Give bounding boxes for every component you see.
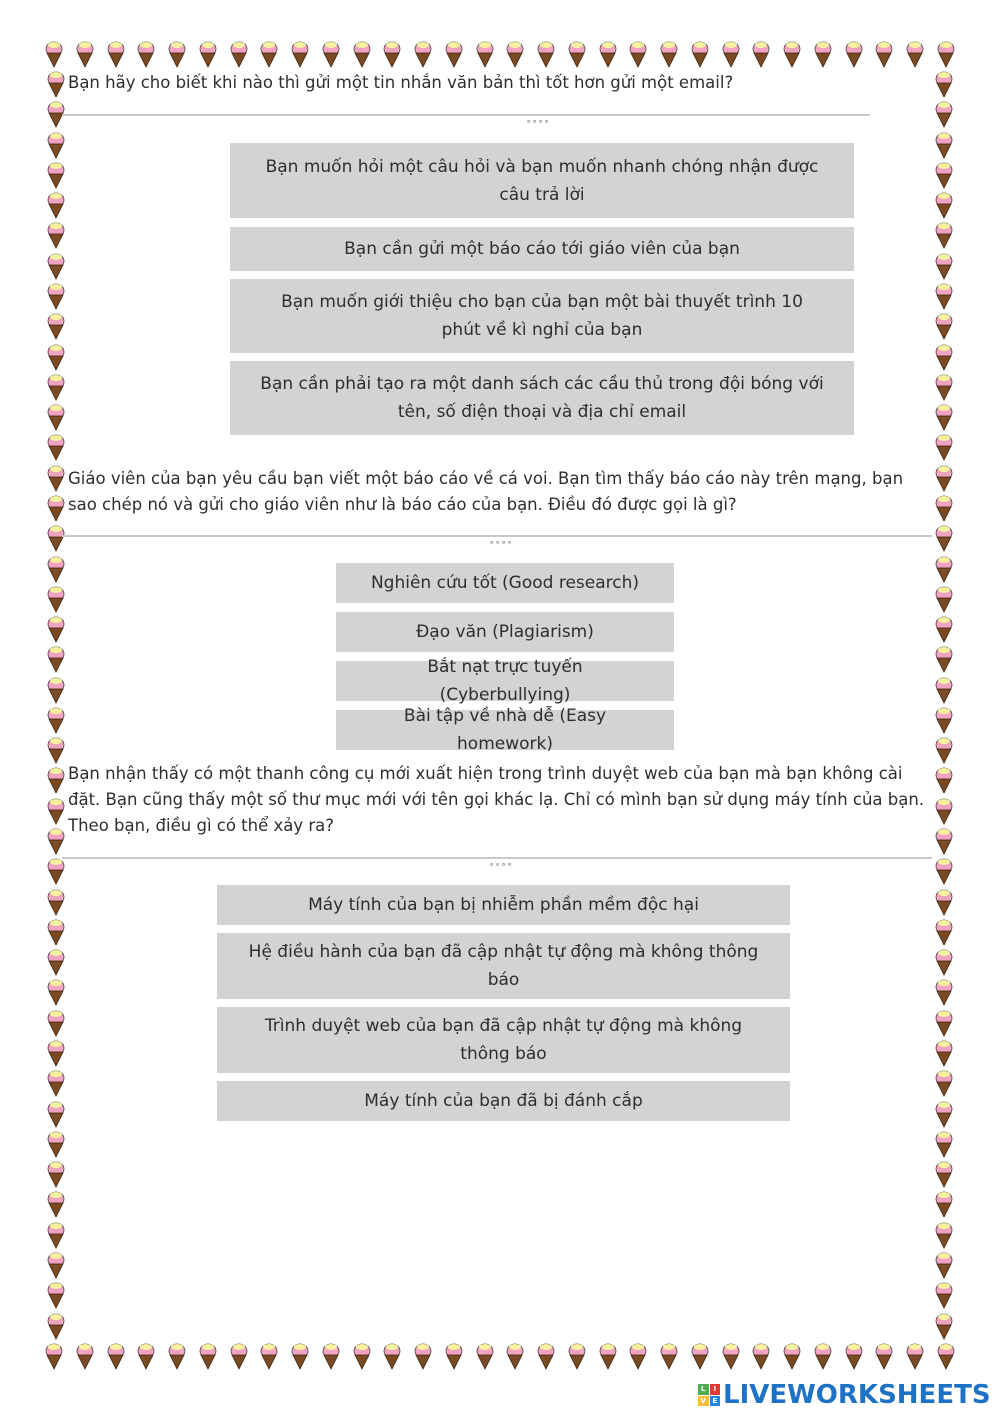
ice-cream-cone-icon xyxy=(46,312,66,340)
ice-cream-cone-icon xyxy=(874,1342,894,1370)
ice-cream-cone-icon xyxy=(782,1342,802,1370)
ice-cream-cone-icon xyxy=(46,615,66,643)
liveworksheets-logo-icon xyxy=(698,1384,720,1406)
ice-cream-cone-icon xyxy=(934,1039,954,1067)
ice-cream-cone-icon xyxy=(934,1160,954,1188)
q2-option-3[interactable]: Bắt nạt trực tuyến (Cyberbullying) xyxy=(336,661,674,701)
ice-cream-cone-icon xyxy=(106,1342,126,1370)
question-1-divider xyxy=(62,114,870,116)
border-right xyxy=(932,70,956,1340)
ice-cream-cone-icon xyxy=(75,1342,95,1370)
ice-cream-cone-icon xyxy=(934,797,954,825)
ice-cream-cone-icon xyxy=(46,706,66,734)
ice-cream-cone-icon xyxy=(46,252,66,280)
q1-option-2[interactable]: Bạn cần gửi một báo cáo tới giáo viên của bạn xyxy=(230,227,854,271)
ice-cream-cone-icon xyxy=(505,40,525,68)
ice-cream-cone-icon xyxy=(934,252,954,280)
ice-cream-cone-icon xyxy=(46,918,66,946)
ice-cream-cone-icon xyxy=(290,40,310,68)
ice-cream-cone-icon xyxy=(46,585,66,613)
ice-cream-cone-icon xyxy=(46,797,66,825)
question-2-options xyxy=(336,563,674,754)
ice-cream-cone-icon xyxy=(934,706,954,734)
ice-cream-cone-icon xyxy=(934,191,954,219)
q3-option-3[interactable]: Trình duyệt web của bạn đã cập nhật tự động mà không thông báo xyxy=(217,1007,790,1073)
ice-cream-cone-icon xyxy=(567,1342,587,1370)
ice-cream-cone-icon xyxy=(259,40,279,68)
question-3-dots: ∘∘∘∘ xyxy=(489,860,514,869)
ice-cream-cone-icon xyxy=(536,1342,556,1370)
ice-cream-cone-icon xyxy=(874,40,894,68)
ice-cream-cone-icon xyxy=(106,40,126,68)
ice-cream-cone-icon xyxy=(46,1160,66,1188)
question-2-dots: ∘∘∘∘ xyxy=(489,538,514,547)
ice-cream-cone-icon xyxy=(413,40,433,68)
ice-cream-cone-icon xyxy=(46,1312,66,1340)
ice-cream-cone-icon xyxy=(934,70,954,98)
ice-cream-cone-icon xyxy=(46,1251,66,1279)
ice-cream-cone-icon xyxy=(46,1130,66,1158)
ice-cream-cone-icon xyxy=(934,1221,954,1249)
question-3-text: Bạn nhận thấy có một thanh công cụ mới xuất hiện trong trình duyệt web của bạn mà bạn không cài đặt. Bạn cũng thấy một số thư mục mới với tên gọi khác lạ. Chỉ có mình bạn sử dụng máy tính của bạn. Theo bạn, điều gì có thể xảy ra? xyxy=(68,764,925,835)
ice-cream-cone-icon xyxy=(46,282,66,310)
border-top xyxy=(44,38,956,70)
ice-cream-cone-icon xyxy=(934,403,954,431)
ice-cream-cone-icon xyxy=(46,403,66,431)
ice-cream-cone-icon xyxy=(44,40,64,68)
ice-cream-cone-icon xyxy=(659,40,679,68)
q3-option-2[interactable]: Hệ điều hành của bạn đã cập nhật tự động mà không thông báo xyxy=(217,933,790,999)
liveworksheets-wordmark: LIVEWORKSHEETS xyxy=(723,1380,991,1410)
ice-cream-cone-icon xyxy=(46,645,66,673)
ice-cream-cone-icon xyxy=(844,1342,864,1370)
ice-cream-cone-icon xyxy=(46,1100,66,1128)
q1-option-1[interactable]: Bạn muốn hỏi một câu hỏi và bạn muốn nhanh chóng nhận được câu trả lời xyxy=(230,143,854,218)
ice-cream-cone-icon xyxy=(198,1342,218,1370)
question-1-dots: ∘∘∘∘ xyxy=(526,117,551,126)
liveworksheets-logo xyxy=(698,1380,991,1410)
ice-cream-cone-icon xyxy=(690,1342,710,1370)
ice-cream-cone-icon xyxy=(934,615,954,643)
ice-cream-cone-icon xyxy=(813,1342,833,1370)
ice-cream-cone-icon xyxy=(813,40,833,68)
question-3-options xyxy=(217,885,790,1121)
border-left xyxy=(44,70,68,1340)
ice-cream-cone-icon xyxy=(905,40,925,68)
ice-cream-cone-icon xyxy=(321,40,341,68)
ice-cream-cone-icon xyxy=(936,40,956,68)
ice-cream-cone-icon xyxy=(46,1281,66,1309)
border-bottom xyxy=(44,1340,956,1372)
ice-cream-cone-icon xyxy=(352,40,372,68)
ice-cream-cone-icon xyxy=(934,766,954,794)
ice-cream-cone-icon xyxy=(934,494,954,522)
ice-cream-cone-icon xyxy=(46,555,66,583)
ice-cream-cone-icon xyxy=(46,1039,66,1067)
ice-cream-cone-icon xyxy=(934,1130,954,1158)
ice-cream-cone-icon xyxy=(46,524,66,552)
ice-cream-cone-icon xyxy=(75,40,95,68)
q1-option-3[interactable]: Bạn muốn giới thiệu cho bạn của bạn một bài thuyết trình 10 phút về kì nghỉ của bạn xyxy=(230,279,854,353)
ice-cream-cone-icon xyxy=(934,343,954,371)
ice-cream-cone-icon xyxy=(136,1342,156,1370)
ice-cream-cone-icon xyxy=(505,1342,525,1370)
ice-cream-cone-icon xyxy=(46,948,66,976)
question-2-text: Giáo viên của bạn yêu cầu bạn viết một báo cáo về cá voi. Bạn tìm thấy báo cáo này trên mạng, bạn sao chép nó và gửi cho giáo viên như là báo cáo của bạn. Điều đó được gọi là gì? xyxy=(68,469,904,514)
ice-cream-cone-icon xyxy=(934,736,954,764)
ice-cream-cone-icon xyxy=(934,1312,954,1340)
ice-cream-cone-icon xyxy=(46,1190,66,1218)
ice-cream-cone-icon xyxy=(382,1342,402,1370)
ice-cream-cone-icon xyxy=(934,161,954,189)
q2-option-4[interactable]: Bài tập về nhà dễ (Easy homework) xyxy=(336,710,674,750)
ice-cream-cone-icon xyxy=(628,1342,648,1370)
ice-cream-cone-icon xyxy=(934,433,954,461)
ice-cream-cone-icon xyxy=(46,1221,66,1249)
ice-cream-cone-icon xyxy=(46,978,66,1006)
ice-cream-cone-icon xyxy=(229,1342,249,1370)
ice-cream-cone-icon xyxy=(934,1251,954,1279)
logo-letter-i: I xyxy=(710,1384,721,1395)
ice-cream-cone-icon xyxy=(352,1342,372,1370)
ice-cream-cone-icon xyxy=(46,827,66,855)
ice-cream-cone-icon xyxy=(934,978,954,1006)
ice-cream-cone-icon xyxy=(751,1342,771,1370)
ice-cream-cone-icon xyxy=(167,1342,187,1370)
ice-cream-cone-icon xyxy=(934,1281,954,1309)
ice-cream-cone-icon xyxy=(751,40,771,68)
q3-option-1[interactable]: Máy tính của bạn bị nhiễm phần mềm độc hại xyxy=(217,885,790,925)
ice-cream-cone-icon xyxy=(46,433,66,461)
ice-cream-cone-icon xyxy=(659,1342,679,1370)
q3-option-4[interactable]: Máy tính của bạn đã bị đánh cắp xyxy=(217,1081,790,1121)
ice-cream-cone-icon xyxy=(721,1342,741,1370)
logo-letter-v: V xyxy=(698,1396,709,1407)
ice-cream-cone-icon xyxy=(167,40,187,68)
ice-cream-cone-icon xyxy=(46,1069,66,1097)
ice-cream-cone-icon xyxy=(536,40,556,68)
ice-cream-cone-icon xyxy=(690,40,710,68)
ice-cream-cone-icon xyxy=(721,40,741,68)
q2-option-2[interactable]: Đạo văn (Plagiarism) xyxy=(336,612,674,652)
ice-cream-cone-icon xyxy=(46,857,66,885)
logo-letter-e: E xyxy=(710,1396,721,1407)
ice-cream-cone-icon xyxy=(46,888,66,916)
ice-cream-cone-icon xyxy=(46,221,66,249)
question-1-text: Bạn hãy cho biết khi nào thì gửi một tin nhắn văn bản thì tốt hơn gửi một email? xyxy=(68,73,734,92)
ice-cream-cone-icon xyxy=(598,1342,618,1370)
ice-cream-cone-icon xyxy=(934,373,954,401)
q2-option-1[interactable]: Nghiên cứu tốt (Good research) xyxy=(336,563,674,603)
ice-cream-cone-icon xyxy=(934,948,954,976)
ice-cream-cone-icon xyxy=(46,70,66,98)
ice-cream-cone-icon xyxy=(782,40,802,68)
ice-cream-cone-icon xyxy=(844,40,864,68)
ice-cream-cone-icon xyxy=(934,555,954,583)
ice-cream-cone-icon xyxy=(136,40,156,68)
ice-cream-cone-icon xyxy=(936,1342,956,1370)
ice-cream-cone-icon xyxy=(475,40,495,68)
question-3-divider xyxy=(62,857,932,859)
ice-cream-cone-icon xyxy=(934,524,954,552)
ice-cream-cone-icon xyxy=(934,312,954,340)
ice-cream-cone-icon xyxy=(934,464,954,492)
q1-option-4[interactable]: Bạn cần phải tạo ra một danh sách các cầu thủ trong đội bóng với tên, số điện thoại và địa chỉ email xyxy=(230,361,854,435)
ice-cream-cone-icon xyxy=(905,1342,925,1370)
logo-letter-l: L xyxy=(698,1384,709,1395)
ice-cream-cone-icon xyxy=(46,191,66,219)
ice-cream-cone-icon xyxy=(290,1342,310,1370)
ice-cream-cone-icon xyxy=(934,857,954,885)
ice-cream-cone-icon xyxy=(934,221,954,249)
ice-cream-cone-icon xyxy=(46,736,66,764)
question-2-divider xyxy=(62,535,932,537)
ice-cream-cone-icon xyxy=(934,918,954,946)
ice-cream-cone-icon xyxy=(321,1342,341,1370)
ice-cream-cone-icon xyxy=(46,766,66,794)
ice-cream-cone-icon xyxy=(46,373,66,401)
ice-cream-cone-icon xyxy=(934,1190,954,1218)
ice-cream-cone-icon xyxy=(444,40,464,68)
ice-cream-cone-icon xyxy=(934,827,954,855)
ice-cream-cone-icon xyxy=(46,464,66,492)
ice-cream-cone-icon xyxy=(46,161,66,189)
question-1-options xyxy=(230,143,854,435)
ice-cream-cone-icon xyxy=(934,1100,954,1128)
ice-cream-cone-icon xyxy=(598,40,618,68)
ice-cream-cone-icon xyxy=(413,1342,433,1370)
ice-cream-cone-icon xyxy=(628,40,648,68)
ice-cream-cone-icon xyxy=(46,131,66,159)
ice-cream-cone-icon xyxy=(934,100,954,128)
ice-cream-cone-icon xyxy=(934,676,954,704)
ice-cream-cone-icon xyxy=(46,676,66,704)
ice-cream-cone-icon xyxy=(46,1009,66,1037)
ice-cream-cone-icon xyxy=(46,494,66,522)
ice-cream-cone-icon xyxy=(934,1069,954,1097)
ice-cream-cone-icon xyxy=(475,1342,495,1370)
ice-cream-cone-icon xyxy=(934,645,954,673)
ice-cream-cone-icon xyxy=(567,40,587,68)
ice-cream-cone-icon xyxy=(934,585,954,613)
ice-cream-cone-icon xyxy=(382,40,402,68)
ice-cream-cone-icon xyxy=(229,40,249,68)
ice-cream-cone-icon xyxy=(444,1342,464,1370)
ice-cream-cone-icon xyxy=(934,1009,954,1037)
ice-cream-cone-icon xyxy=(259,1342,279,1370)
ice-cream-cone-icon xyxy=(934,131,954,159)
ice-cream-cone-icon xyxy=(934,282,954,310)
ice-cream-cone-icon xyxy=(198,40,218,68)
ice-cream-cone-icon xyxy=(44,1342,64,1370)
ice-cream-cone-icon xyxy=(46,343,66,371)
ice-cream-cone-icon xyxy=(934,888,954,916)
